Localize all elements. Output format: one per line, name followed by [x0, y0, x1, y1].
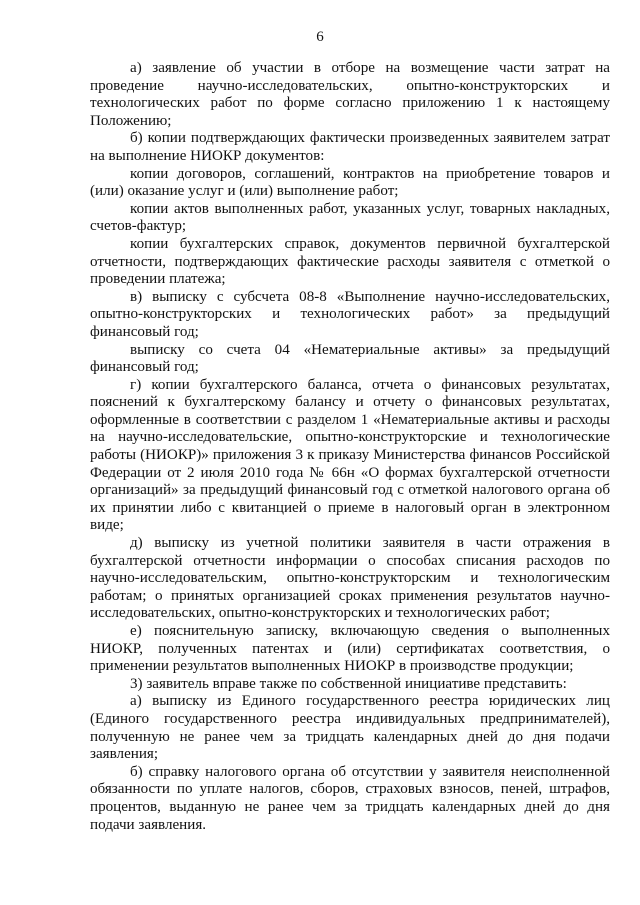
- paragraph-contract-copies: копии договоров, соглашений, контрактов на приобретение товаров и (или) оказание услуг и (или) выполнение работ;: [90, 165, 610, 200]
- page-number: 6: [316, 29, 324, 45]
- paragraph-a-application: а) заявление об участии в отборе на возмещение части затрат на проведение научно-исследовательских, опытно-конструкторских и технологических работ по форме согласно приложению 1 к настоящему Положению;: [90, 60, 610, 129]
- paragraph-a-registry-extract: а) выписку из Единого государственного реестра юридических лиц (Единого государственного реестра индивидуальных предпринимателей), полученную не ранее чем за тридцать календарных дней до дня подачи заявления;: [90, 693, 610, 763]
- paragraph-b-expense-copies: б) копии подтверждающих фактически произведенных заявителем затрат на выполнение НИОКР документов:: [90, 130, 610, 164]
- paragraph-d-accounting-policy: д) выписку из учетной политики заявителя в части отражения в бухгалтерской отчетности информации о способах списания расходов по научно-исследовательским, опытно-конструкторским и технологическим работам; о принятых организацией сроках применения результатов научно-исследовательских, опытно-конструкторских и технологических работ;: [90, 535, 610, 622]
- paragraph-accounting-references: копии бухгалтерских справок, документов первичной бухгалтерской отчетности, подтверждающих фактические расходы заявителя с отметкой о проведении платежа;: [90, 235, 610, 288]
- paragraph-v-subaccount-extract: в) выписку с субсчета 08-8 «Выполнение научно-исследовательских, опытно-конструкторских и технологических работ» за предыдущий финансовый год;: [90, 288, 610, 340]
- paragraph-e-explanatory-note: е) пояснительную записку, включающую сведения о выполненных НИОКР, полученных патентах и (или) сертификатах соответствия, о применении результатов выполненных НИОКР в производстве продукции;: [90, 623, 610, 675]
- paragraph-3-own-initiative: 3) заявитель вправе также по собственной инициативе представить:: [130, 675, 567, 692]
- paragraph-b-tax-certificate: б) справку налогового органа об отсутствии у заявителя неисполненной обязанности по уплате налогов, сборов, страховых взносов, пеней, штрафов, процентов, выданную не ранее чем за тридцать календарных дней до дня подачи заявления.: [90, 763, 610, 833]
- document-body: [90, 60, 610, 834]
- paragraph-g-balance-sheet: г) копии бухгалтерского баланса, отчета о финансовых результатах, пояснений к бухгалтерскому балансу и отчету о финансовых результатах, оформленные в соответствии с разделом 1 «Нематериальные активы и расходы на научно-исследовательские, опытно-конструкторские и технологические работы (НИОКР)» приложения 3 к приказу Министерства финансов Российской Федерации от 2 июля 2010 года № 66н «О формах бухгалтерской отчетности организаций» за предыдущий финансовый год с отметкой налогового органа об их принятии либо с квитанцией о приеме в налоговый орган в электронном виде;: [90, 376, 610, 534]
- paragraph-account-04-extract: выписку со счета 04 «Нематериальные активы» за предыдущий финансовый год;: [90, 341, 610, 376]
- paragraph-act-copies: копии актов выполненных работ, указанных услуг, товарных накладных, счетов-фактур;: [90, 200, 610, 235]
